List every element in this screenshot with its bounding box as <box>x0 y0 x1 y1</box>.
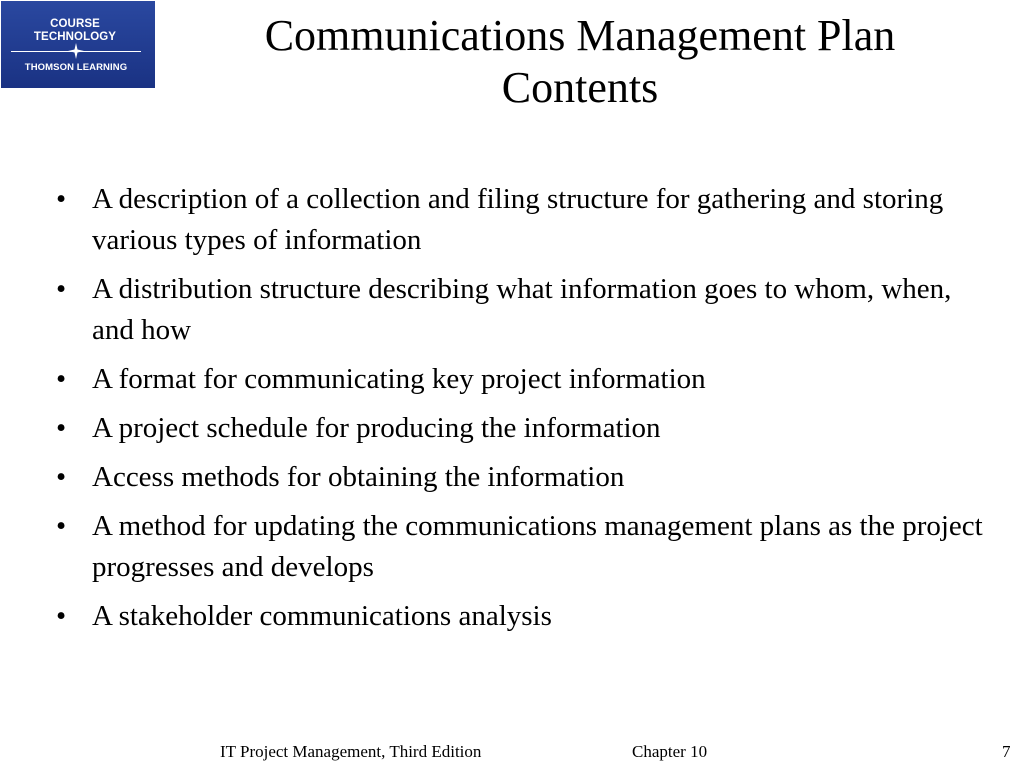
footer-page-number: 7 <box>1002 742 1011 761</box>
footer-chapter: Chapter 10 <box>632 742 708 761</box>
bullet-item <box>56 457 996 498</box>
bullet-icon: • <box>56 412 67 444</box>
bullet-text: A method for updating the communications management plans as the project progresses and develops <box>92 510 983 583</box>
bullet-item <box>56 408 996 449</box>
bullet-icon: • <box>56 600 67 632</box>
bullet-text: Access methods for obtaining the information <box>92 461 625 493</box>
bullet-icon: • <box>56 183 67 215</box>
bullet-list <box>56 179 996 645</box>
bullet-text: A project schedule for producing the information <box>92 412 661 444</box>
logo-text-thomson: THOMSON LEARNING <box>24 62 128 73</box>
bullet-item <box>56 179 996 261</box>
bullet-text: A format for communicating key project information <box>92 363 706 395</box>
bullet-text: A stakeholder communications analysis <box>92 600 552 632</box>
title-line-1: Communications Management Plan <box>264 11 896 60</box>
footer-book-title: IT Project Management, Third Edition <box>220 742 482 761</box>
title-line-2: Contents <box>501 63 659 112</box>
publisher-logo <box>1 1 155 88</box>
bullet-icon: • <box>56 363 67 395</box>
bullet-icon: • <box>56 510 67 542</box>
bullet-item <box>56 269 996 351</box>
bullet-text: A distribution structure describing what information goes to whom, when, and how <box>92 273 952 346</box>
slide-title <box>160 10 1000 114</box>
bullet-text: A description of a collection and filing structure for gathering and storing various types of information <box>92 183 944 256</box>
bullet-icon: • <box>56 273 67 305</box>
bullet-item <box>56 359 996 400</box>
bullet-icon: • <box>56 461 67 493</box>
star-icon <box>68 43 84 59</box>
bullet-item <box>56 596 996 637</box>
bullet-item <box>56 506 996 588</box>
logo-text-course: COURSE <box>50 18 100 30</box>
logo-text-technology: TECHNOLOGY <box>33 31 117 43</box>
